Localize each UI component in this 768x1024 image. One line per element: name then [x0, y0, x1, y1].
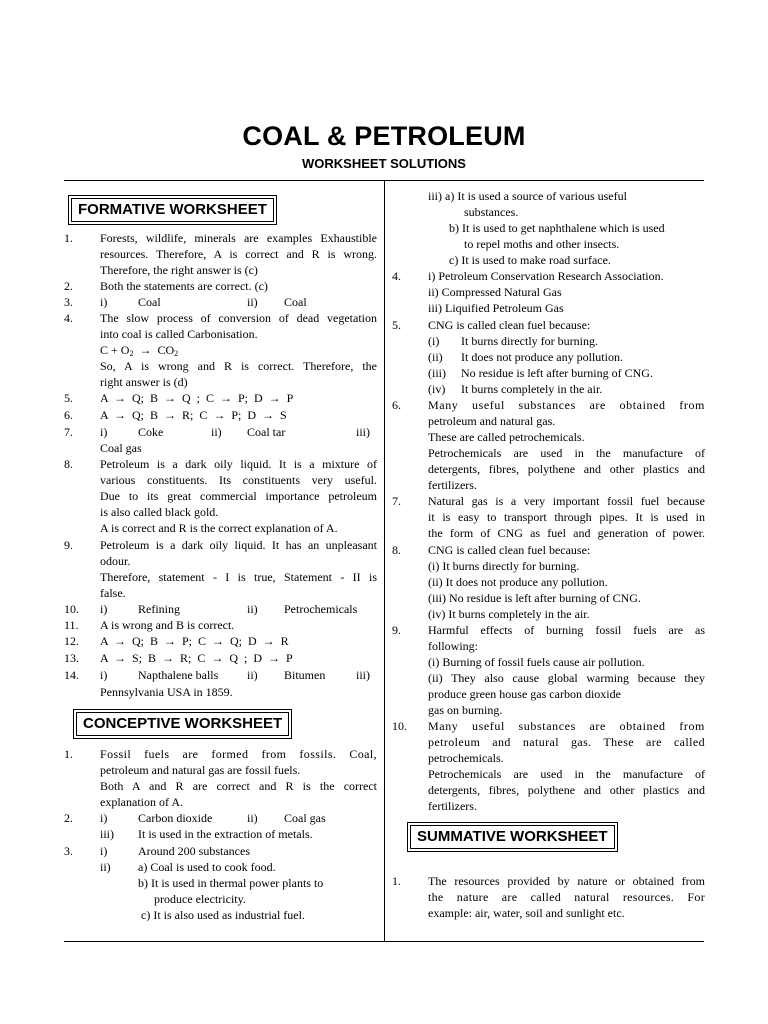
question-number: 9.: [64, 538, 73, 552]
question-number: 3.: [64, 295, 73, 309]
option-label: ii): [211, 425, 222, 439]
match-answer: A → Q; B → P; C → Q; D → R: [100, 634, 289, 648]
page-subtitle: WORKSHEET SOLUTIONS: [302, 156, 466, 171]
question-number: 8.: [64, 457, 73, 471]
answer-text: Coal: [284, 295, 307, 309]
section-heading-summative: SUMMATIVE WORKSHEET: [410, 825, 615, 849]
answer-text: i) Petroleum Conservation Research Association. ii) Compressed Natural Gas iii) Liquified Petroleum Gas: [428, 269, 664, 315]
question-number: 12.: [64, 634, 79, 648]
section-heading-formative: FORMATIVE WORKSHEET: [71, 198, 274, 222]
question-number: 14.: [64, 668, 79, 682]
answer-text: Coal tar: [247, 425, 286, 439]
option-label: i): [100, 844, 108, 858]
question-number: 1.: [64, 231, 73, 245]
answer-text: The slow process of conversion of dead vegetation into coal is called Carbonisation. $C + O_2 \to CO_2$ So, A is wrong and R is correct. Therefore, the right answer is (d): [100, 311, 377, 389]
option-label: ii): [247, 811, 258, 825]
match-answer: A → Q; B → Q ; C → P; D → P: [100, 391, 294, 405]
match-answer: A → Q; B → R; C → P; D → S: [100, 408, 287, 422]
column-divider: [384, 180, 385, 942]
question-number: 13.: [64, 651, 79, 665]
answer-text: A is wrong and B is correct.: [100, 618, 235, 632]
answer-text: b) It is used in thermal power plants to: [138, 876, 324, 890]
option-label: ii): [247, 668, 258, 682]
page-title: COAL & PETROLEUM: [242, 121, 526, 151]
answer-text: produce electricity.: [154, 892, 246, 906]
arrow-icon: →: [139, 343, 152, 357]
answer-text: b) It is used to get naphthalene which is used: [449, 221, 665, 235]
question-number: 2.: [64, 279, 73, 293]
question-number: 10.: [64, 602, 79, 616]
answer-text: Forests, wildlife, minerals are examples Exhaustible resources. Therefore, A is correct and R is wrong. Therefore, the right answer is (c): [100, 231, 377, 277]
chemical-equation: $C + O_2 \to CO_2$: [100, 343, 179, 358]
question-number: 1.: [392, 874, 401, 888]
answer-text: No residue is left after burning of CNG.: [461, 366, 653, 380]
answer-text: Petroleum is a dark oily liquid. It has an unpleasant odour. Therefore, statement - I is true, Statement - II is false.: [100, 538, 377, 600]
option-label: ii): [100, 860, 111, 874]
answer-text: The resources provided by nature or obtained from the nature are called natural resources. For example: air, water, soil and sunlight etc.: [428, 874, 705, 920]
option-label: (ii): [428, 350, 443, 364]
question-number: 5.: [392, 318, 401, 332]
question-number: 2.: [64, 811, 73, 825]
question-number: 7.: [64, 425, 73, 439]
option-label: (iii): [428, 366, 446, 380]
option-label: i): [100, 668, 108, 682]
bottom-rule: [64, 941, 704, 942]
option-label: i): [100, 811, 108, 825]
option-label: iii): [356, 425, 370, 439]
answer-text: Petrochemicals: [284, 602, 358, 616]
answer-text: Pennsylvania USA in 1859.: [100, 685, 233, 699]
match-answer: A → S; B → R; C → Q ; D → P: [100, 651, 293, 665]
question-number: 11.: [64, 618, 79, 632]
question-number: 5.: [64, 391, 73, 405]
answer-text: Around 200 substances: [138, 844, 250, 858]
answer-text: Fossil fuels are formed from fossils. Coal, petroleum and natural gas are fossil fuels. Both A and R are correct and R is the correct explanation of A.: [100, 747, 377, 809]
option-label: i): [100, 295, 108, 309]
answer-text: Natural gas is a very important fossil fuel because it is easy to transport through pipes. It is used in the form of CNG as fuel and generation of power.: [428, 494, 705, 540]
question-number: 7.: [392, 494, 401, 508]
answer-text: Many useful substances are obtained from petroleum and natural gas. These are called petrochemicals. Petrochemicals are used in the manufacture of detergents, fibres, polythene and other plastics and fertilizers.: [428, 398, 705, 492]
answer-text: to repel moths and other insects.: [464, 237, 620, 251]
answer-text: It burns directly for burning.: [461, 334, 598, 348]
answer-text: Napthalene balls: [138, 668, 219, 682]
answer-text: Petroleum is a dark oily liquid. It is a mixture of various constituents. Its constituents very useful. Due to its great commercial importance petroleum is also called black gold. A is correct and R is the correct explanation of A.: [100, 457, 377, 535]
answer-text: Coal: [138, 295, 161, 309]
question-number: 1.: [64, 747, 73, 761]
answer-text: Both the statements are correct. (c): [100, 279, 268, 293]
answer-text: substances.: [464, 205, 519, 219]
answer-text: Carbon dioxide: [138, 811, 213, 825]
answer-text: Many useful substances are obtained from petroleum and natural gas. These are called petrochemicals. Petrochemicals are used in the manufacture of detergents, fibres, polythene and other plastics and fertilizers.: [428, 719, 705, 813]
answer-text: Coal gas: [100, 441, 142, 455]
answer-text: CNG is called clean fuel because: (i) It burns directly for burning. (ii) It does not produce any pollution. (iii) No residue is left after burning of CNG. (iv) It burns completely in the air.: [428, 543, 641, 621]
option-label: i): [100, 602, 108, 616]
option-label: (i): [428, 334, 440, 348]
answer-text: a) Coal is used to cook food.: [138, 860, 276, 874]
answer-text: It is used in the extraction of metals.: [138, 827, 313, 841]
question-number: 6.: [64, 408, 73, 422]
question-number: 3.: [64, 844, 73, 858]
answer-text: Coke: [138, 425, 164, 439]
option-label: (iv): [428, 382, 446, 396]
question-number: 4.: [64, 311, 73, 325]
answer-text: iii) a) It is used a source of various useful: [428, 189, 627, 203]
option-label: iii): [100, 827, 114, 841]
answer-text: c) It is used to make road surface.: [449, 253, 611, 267]
answer-text: It does not produce any pollution.: [461, 350, 623, 364]
option-label: iii): [356, 668, 370, 682]
answer-text: It burns completely in the air.: [461, 382, 603, 396]
option-label: ii): [247, 295, 258, 309]
answer-text: Harmful effects of burning fossil fuels are as following: (i) Burning of fossil fuels cause air pollution. (ii) They also cause global warming because they produce green house gas carbon dioxide gas on burning.: [428, 623, 705, 717]
question-number: 4.: [392, 269, 401, 283]
answer-text: Coal gas: [284, 811, 326, 825]
answer-text: Refining: [138, 602, 180, 616]
question-number: 10.: [392, 719, 407, 733]
option-label: ii): [247, 602, 258, 616]
answer-text: c) It is also used as industrial fuel.: [141, 908, 305, 922]
section-heading-conceptive: CONCEPTIVE WORKSHEET: [76, 712, 289, 736]
question-number: 6.: [392, 398, 401, 412]
question-number: 8.: [392, 543, 401, 557]
question-number: 9.: [392, 623, 401, 637]
answer-text: CNG is called clean fuel because:: [428, 318, 591, 332]
answer-text: Bitumen: [284, 668, 326, 682]
option-label: i): [100, 425, 108, 439]
